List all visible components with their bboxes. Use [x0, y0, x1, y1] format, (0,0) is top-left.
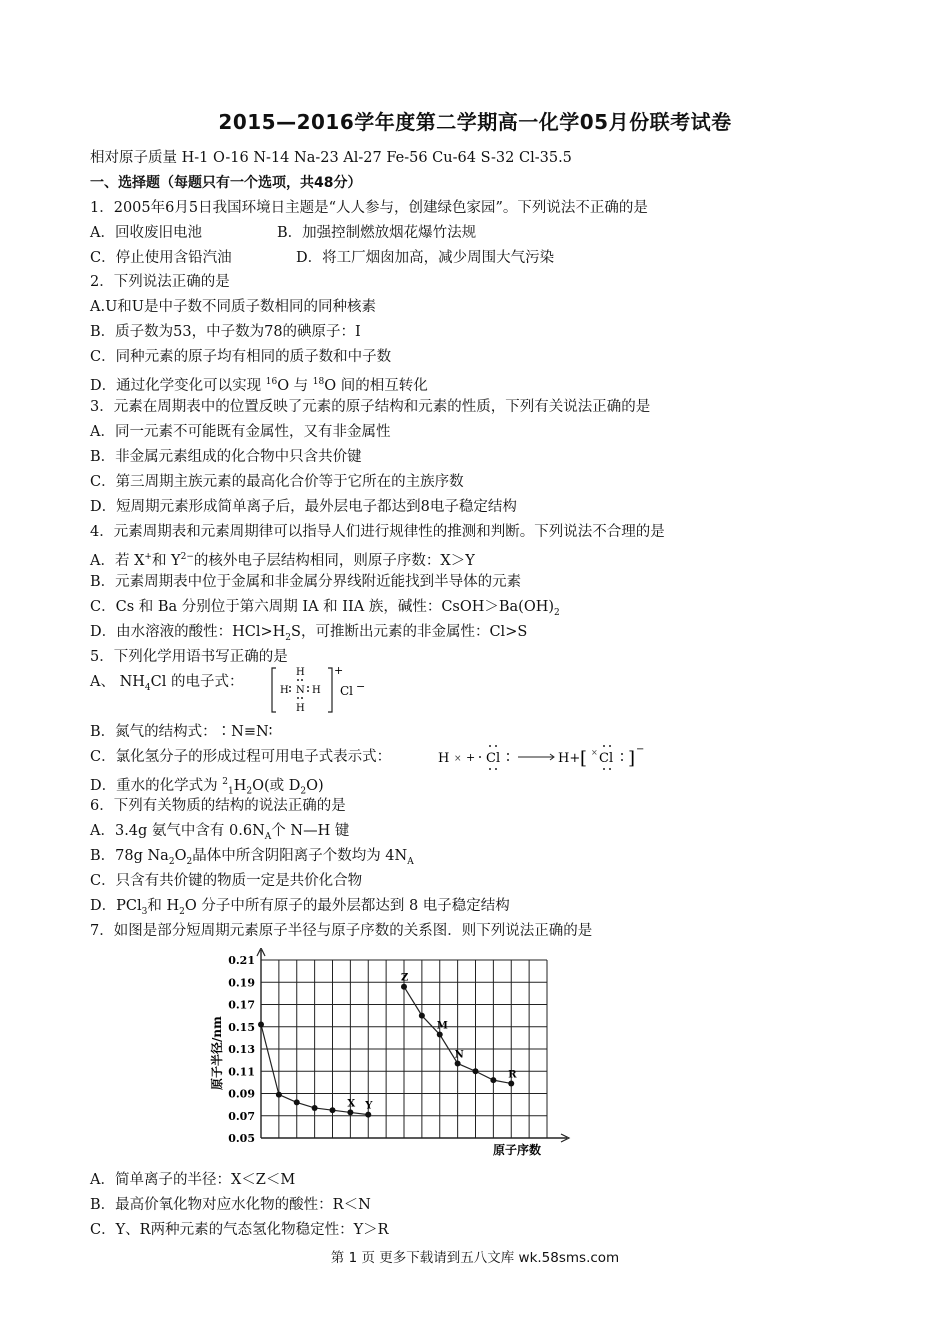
- data-point: [490, 1077, 496, 1083]
- svg-text:−: −: [636, 744, 645, 755]
- hcl-formation-formula: [436, 740, 692, 774]
- q5-stem: 5．下列化学用语书写正确的是: [90, 649, 288, 665]
- ef-cl: Cl: [340, 684, 354, 698]
- svg-text:[: [: [580, 748, 588, 769]
- point-label-X: X: [347, 1098, 356, 1110]
- y-tick-label: 0.17: [228, 998, 255, 1012]
- q6-stem: 6．下列有关物质的结构的说法正确的是: [90, 798, 346, 814]
- q1-option-a: A．回收废旧电池: [90, 225, 202, 241]
- q6-option-d: D．PCl$_3$和 $H_2O$ 分子中所有原子的最外层都达到 8 电子稳定结构: [90, 898, 510, 917]
- data-point: [294, 1099, 300, 1105]
- chart-grid: [257, 948, 569, 1142]
- data-point: [276, 1092, 282, 1098]
- q4-option-d: D．由水溶液的酸性：$HCl>H_2S$，可推断出元素的非金属性：Cl>S: [90, 624, 528, 643]
- ef-h-top: H: [296, 667, 305, 678]
- q4-stem: 4．元素周期表和元素周期律可以指导人们进行规律性的推测和判断。下列说法不合理的是: [90, 524, 665, 540]
- q7-option-a: A．简单离子的半径：X＜Z＜M: [90, 1172, 296, 1188]
- q5-option-d: D．重水的化学式为 $^2_1H_2O$(或 $D_2O$): [90, 777, 324, 797]
- y-tick-label: 0.21: [228, 954, 255, 967]
- data-point: [437, 1032, 443, 1038]
- data-point: [473, 1068, 479, 1074]
- hf-cl2: Cl: [599, 751, 614, 766]
- hf-hplus: H+: [558, 751, 581, 766]
- hf-cl: Cl: [486, 751, 501, 766]
- ef-minus: −: [356, 680, 366, 693]
- atomic-masses: 相对原子质量 H-1 O-16 N-14 Na-23 Al-27 Fe-56 Cu-64 S-32 Cl-35.5: [90, 150, 572, 166]
- svg-text:×: ×: [591, 748, 598, 757]
- point-label-Y: Y: [365, 1100, 373, 1112]
- ef-h-bottom: H: [296, 703, 305, 714]
- ef-h-left: H: [280, 685, 289, 696]
- chart-y-ticks: [228, 954, 255, 1145]
- chart-annotations: [347, 973, 517, 1112]
- q6-option-c: C．只含有共价键的物质一定是共价化合物: [90, 873, 363, 889]
- q5-option-b: B．氮气的结构式：∶N≡N∶: [90, 724, 273, 740]
- data-point: [401, 984, 407, 990]
- q2-option-c: C．同种元素的原子均有相同的质子数和中子数: [90, 349, 392, 365]
- page-footer: 第 1 页 更多下载请到五八文库 wk.58sms.com: [330, 1250, 620, 1266]
- q5-option-c: C．氯化氢分子的形成过程可用电子式表示式：: [90, 749, 392, 765]
- q3-stem: 3．元素在周期表中的位置反映了元素的原子结构和元素的性质，下列有关说法正确的是: [90, 399, 651, 415]
- data-point: [365, 1112, 371, 1118]
- q1-option-b: B．加强控制燃放烟花爆竹法规: [277, 225, 477, 241]
- svg-text:+: +: [466, 751, 476, 764]
- chart-x-label: 原子序数: [493, 1143, 542, 1157]
- data-point: [455, 1060, 461, 1066]
- q2-option-d: D．通过化学变化可以实现 $^{16}$O 与 $^{18}$O 间的相互转化: [90, 377, 428, 394]
- hf-h: H: [438, 751, 450, 766]
- y-tick-label: 0.19: [228, 976, 255, 990]
- q1-stem: 1．2005年6月5日我国环境日主题是“人人参与，创建绿色家园”。下列说法不正确的是: [90, 200, 648, 216]
- q4-option-c: C．Cs 和 Ba 分别位于第六周期 IA 和 IIA 族，碱性：$CsOH>Ba(OH)_2$: [90, 599, 560, 618]
- point-label-Z: Z: [401, 972, 409, 984]
- y-tick-label: 0.05: [228, 1132, 255, 1145]
- point-label-M: M: [436, 1020, 448, 1032]
- page-title: 2015—2016学年度第二学期高一化学05月份联考试卷: [218, 110, 732, 134]
- q4-option-b: B．元素周期表中位于金属和非金属分界线附近能找到半导体的元素: [90, 574, 522, 590]
- svg-text:]: ]: [628, 748, 636, 769]
- q6-option-b: B．78g $Na_2O_2$晶体中所含阴阳离子个数均为 $4N_A$: [90, 848, 414, 867]
- q3-option-a: A．同一元素不可能既有金属性，又有非金属性: [90, 424, 391, 440]
- y-tick-label: 0.07: [228, 1109, 255, 1123]
- q4-option-a: A．若 X+和 $Y^{2-}$的核外电子层结构相同，则原子序数：X＞Y: [90, 552, 475, 569]
- data-point: [508, 1080, 514, 1086]
- q1-option-d: D．将工厂烟囱加高，减少周围大气污染: [296, 250, 555, 266]
- q2-stem: 2．下列说法正确的是: [90, 274, 230, 290]
- point-label-N: N: [454, 1049, 464, 1061]
- q6-option-a: A．3.4g 氨气中含有 $0.6N_A$个 N—H 键: [90, 823, 350, 842]
- q7-stem: 7．如图是部分短周期元素原子半径与原子序数的关系图．则下列说法正确的是: [90, 923, 593, 939]
- point-label-R: R: [508, 1069, 517, 1081]
- q3-option-c: C．第三周期主族元素的最高化合价等于它所在的主族序数: [90, 474, 464, 490]
- q7-option-c: C．Y、R两种元素的气态氢化物稳定性：Y＞R: [90, 1222, 389, 1238]
- chart-y-label: 原子半径/nm: [210, 1016, 224, 1090]
- data-point: [347, 1109, 353, 1115]
- q7-option-b: B．最高价氧化物对应水化物的酸性：R＜N: [90, 1197, 371, 1213]
- q3-option-d: D．短周期元素形成简单离子后，最外层电子都达到8电子稳定结构: [90, 499, 517, 515]
- y-tick-label: 0.15: [228, 1020, 255, 1034]
- atomic-radius-chart: [205, 948, 575, 1162]
- y-tick-label: 0.13: [228, 1043, 255, 1056]
- q2-option-a: A.U和U是中子数不同质子数相同的同种核素: [90, 299, 377, 315]
- ef-n: N: [296, 685, 305, 696]
- data-point: [419, 1013, 425, 1019]
- svg-text:×: ×: [454, 754, 462, 764]
- ef-h-right: H: [312, 685, 321, 696]
- q3-option-b: B．非金属元素组成的化合物中只含共价键: [90, 449, 362, 465]
- data-point: [258, 1022, 264, 1028]
- q2-option-b: B．质子数为53，中子数为78的碘原子：I: [90, 324, 361, 340]
- data-point: [330, 1107, 336, 1113]
- nh4cl-electron-formula: [268, 662, 368, 716]
- section-heading: 一、选择题（每题只有一个选项，共48分）: [90, 175, 362, 191]
- ef-plus: +: [334, 664, 344, 677]
- y-tick-label: 0.09: [228, 1087, 255, 1101]
- y-tick-label: 0.11: [228, 1065, 255, 1079]
- q5-option-a: A、 $NH_4Cl$ 的电子式：: [90, 674, 244, 693]
- data-point: [312, 1105, 318, 1111]
- q1-option-c: C．停止使用含铅汽油: [90, 250, 232, 266]
